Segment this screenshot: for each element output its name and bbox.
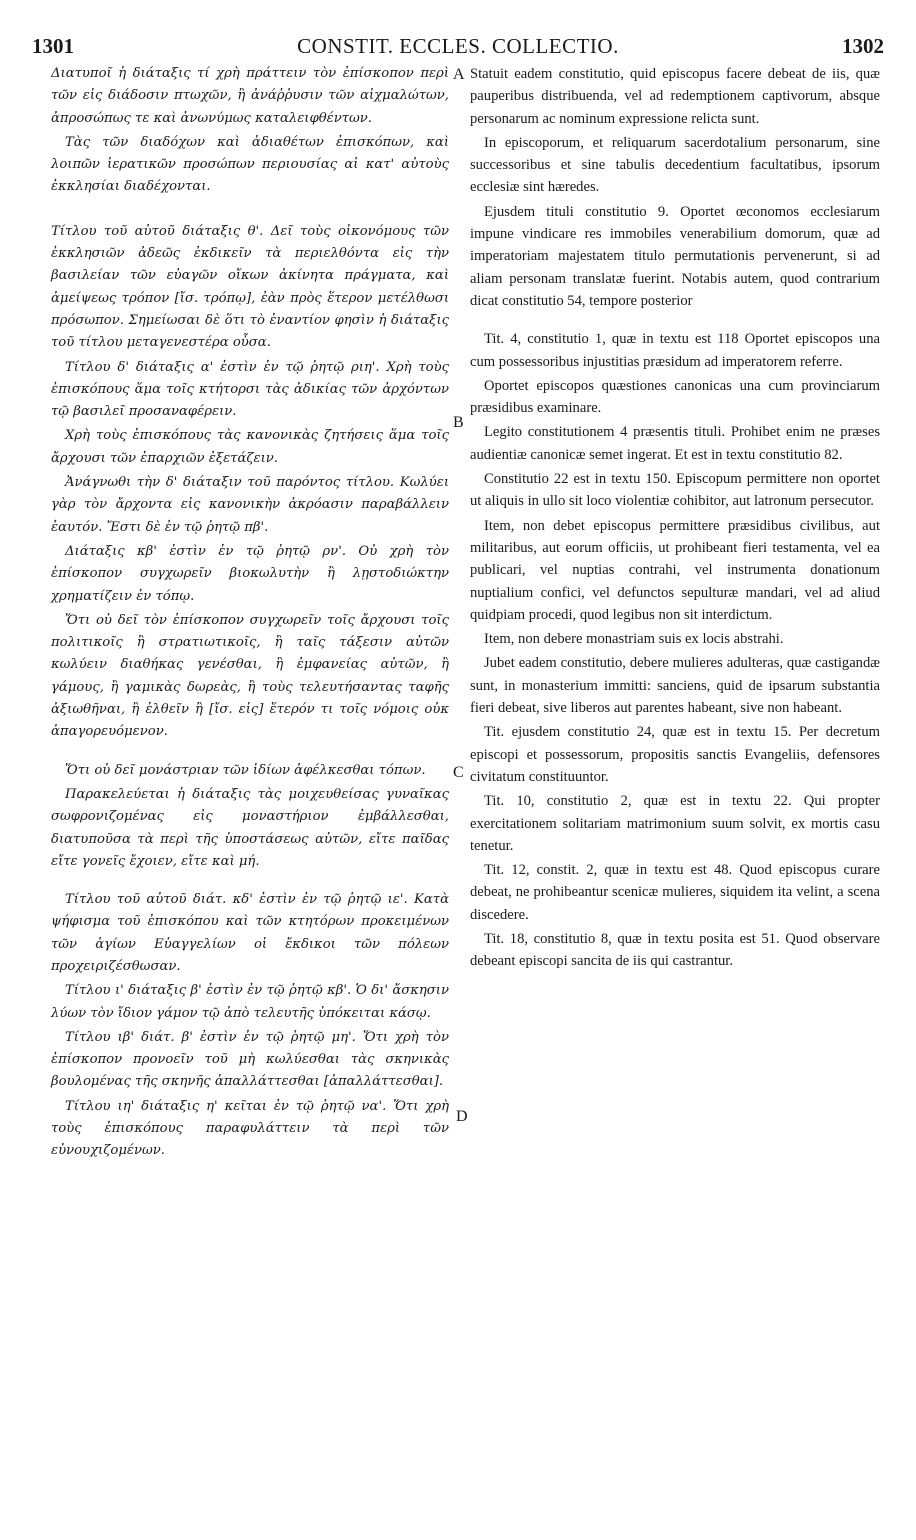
margin-mark-c: C bbox=[453, 764, 464, 781]
page-number-left: 1301 bbox=[32, 34, 74, 58]
greek-column bbox=[51, 63, 449, 1165]
margin-mark-a: A bbox=[453, 66, 465, 83]
latin-paragraph: Tit. ejusdem constitutio 24, quæ est in textu 15. Per decretum episcopi et possessorum, propositis sanctis Evangeliis, defensores civitatum constituuntor. bbox=[470, 724, 880, 785]
page-number-right: 1302 bbox=[842, 34, 884, 58]
latin-paragraph: Ejusdem tituli constitutio 9. Oportet œconomos ecclesiarum impune vindicare res immobiles venerabilium domorum, quæ ad imperatoriam majestatem titulo permutationis pervenerunt, si ad aliam personam translatæ fuerint. Notabis autem, quod contrarium dicat constitutio 54, tempore posterior bbox=[470, 203, 880, 309]
greek-paragraph: Τίτλου ι' διάταξις β' ἐστὶν ἐν τῷ ῥητῷ κβ'. Ὁ δι' ἄσκησιν λύων τὸν ἴδιον γάμον τῷ ἀπὸ τελευτῆς ὑπόκειται κάσῳ. bbox=[51, 983, 449, 1021]
margin-mark-b: B bbox=[453, 414, 464, 431]
greek-paragraph: Τὰς τῶν διαδόχων καὶ ἀδιαθέτων ἐπισκόπων, καὶ λοιπῶν ἱερατικῶν προσώπων περιουσίας αἱ κατ' αὐτοὺς ἐκκλησίαι διαδέχονται. bbox=[51, 134, 449, 195]
greek-paragraph: Τίτλου δ' διάταξις α' ἐστὶν ἐν τῷ ῥητῷ ριη'. Χρὴ τοὺς ἐπισκόπους ἅμα τοῖς κτήτορσι τὰς ἀδικίας τῶν ἀρχόντων τῷ βασιλεῖ προσαναφέρειν. bbox=[51, 359, 449, 420]
greek-paragraph: Τίτλου τοῦ αὐτοῦ διάτ. κδ' ἐστὶν ἐν τῷ ῥητῷ ιε'. Κατὰ ψήφισμα τοῦ ἐπισκόπου καὶ τῶν κτητόρων προκειμένων τῶν ἁγίων Εὐαγγελίων οἱ ἔκδικοι τῶν πόλεων προχειριζέσθωσαν. bbox=[51, 892, 449, 974]
greek-paragraph: Διάταξις κβ' ἐστὶν ἐν τῷ ῥητῷ ρν'. Οὐ χρὴ τὸν ἐπίσκοπον συγχωρεῖν βιοκωλυτὴν ἢ λῃστοδιώκτην χρηματίζειν ἐν τόπῳ. bbox=[51, 543, 449, 604]
greek-paragraph: Τίτλου ιη' διάταξις η' κεῖται ἐν τῷ ῥητῷ να'. Ὅτι χρὴ τοὺς ἐπισκόπους παραφυλάττειν τὰ περὶ τῶν εὐνουχιζομένων. bbox=[51, 1098, 449, 1159]
latin-paragraph: Tit. 10, constitutio 2, quæ est in textu 22. Qui propter exercitationem solitariam matrimonium suum solvit, ex mortis casu tenetur. bbox=[470, 793, 880, 854]
page-header bbox=[32, 34, 884, 60]
latin-paragraph: Tit. 12, constit. 2, quæ in textu est 48. Quod episcopus curare debeat, ne prohibeantur scenicæ mulieres, siquidem ita velint, a scena discedere. bbox=[470, 862, 880, 923]
running-title: CONSTIT. ECCLES. COLLECTIO. bbox=[297, 34, 619, 58]
greek-paragraph: Ὅτι οὐ δεῖ τὸν ἐπίσκοπον συγχωρεῖν τοῖς ἄρχουσι τοῖς πολιτικοῖς ἢ στρατιωτικοῖς, ἢ ταῖς τάξεσιν αὐτῶν κωλύειν διαθήκας γενέσθαι, ἢ ἐμφανείας αὐτῶν, ἢ γάμους, ἢ γαμικὰς δωρεὰς, ἢ τοὺς τελευτήσαντας ταφῆς ἀξιωθῆναι, ἢ ἐλθεῖν ἢ [ἴσ. εἰς] ἕτερόν τι τοῖς νόμοις οὐκ ἀπαγορευόμενον. bbox=[51, 612, 449, 740]
latin-paragraph: Oportet episcopos quæstiones canonicas una cum provinciarum præsidibus examinare. bbox=[470, 377, 880, 417]
greek-paragraph: Τίτλου ιβ' διάτ. β' ἐστὶν ἐν τῷ ῥητῷ μη'. Ὅτι χρὴ τὸν ἐπίσκοπον προνοεῖν τοῦ μὴ κωλύεσθαι τὰς σκηνικὰς βουλομένας τῆς σκηνῆς ἀπαλλάττεσθαι [ἀπαλλάττεσθαι]. bbox=[51, 1029, 449, 1090]
margin-mark-d: D bbox=[456, 1108, 468, 1125]
latin-paragraph: Statuit eadem constitutio, quid episcopus facere debeat de iis, quæ pauperibus distribuenda, vel ad redemptionem captivorum, absque personarum ac nominum expressione relicta sunt. bbox=[470, 66, 880, 127]
latin-paragraph: Item, non debet episcopus permittere præsidibus civilibus, aut militaribus, aut eorum officiis, ut prohibeant fieri testamenta, vel ea publicari, vel nuptias contrahi, vel instrumenta donationum nuptialium confici, vel defunctos sepulturæ mandari, vel ad aliud quidpiam procedi, quod legibus non sit interdictum. bbox=[470, 517, 880, 623]
latin-paragraph: Item, non debere monastriam suis ex locis abstrahi. bbox=[484, 631, 784, 648]
latin-paragraph: Constitutio 22 est in textu 150. Episcopum permittere non oportet ut aliquis in ullo sit loco violentiæ cohibitor, aut latronum persecutor. bbox=[470, 471, 880, 510]
greek-paragraph: Τίτλου τοῦ αὐτοῦ διάταξις θ'. Δεῖ τοὺς οἰκονόμους τῶν ἐκκλησιῶν ἀδεῶς ἐκδικεῖν τὰ περιελθόντα εἰς τὴν βασιλείαν τῶν εὐαγῶν οἴκων ἀκίνητα πράγματα, καὶ ἀμείψεως τρόπον [ἴσ. τρόπῳ], ἐὰν πρὸς ἕτερον μετέλθωσι πρόσωπον. Σημείωσαι δὲ ὅτι τὸ ἐναντίον φησὶν ἡ διάταξις τοῦ τίτλου μεταγενεστέρα οὖσα. bbox=[51, 223, 449, 351]
latin-paragraph: Tit. 4, constitutio 1, quæ in textu est 118 Oportet episcopos una cum possessoribus injustitias præsidum ad imperatorem referre. bbox=[470, 331, 880, 370]
greek-paragraph: Διατυποῖ ἡ διάταξις τί χρὴ πράττειν τὸν ἐπίσκοπον περὶ τῶν εἰς διάδοσιν πτωχῶν, ἢ ἀνάῤῥυσιν τῶν αἰχμαλώτων, ἀπροσώπως τε καὶ ἀνωνύμως καταλειφθέντων. bbox=[51, 66, 449, 126]
greek-paragraph: Παρακελεύεται ἡ διάταξις τὰς μοιχευθείσας γυναῖκας σωφρονιζομένας εἰς μοναστήριον ἐμβάλλεσθαι, διατυποῦσα τὰ περὶ τῆς ὑποστάσεως αὐτῶν, εἴτε παῖδας εἴτε γονεῖς ἔχοιεν, εἴτε καὶ μή. bbox=[51, 786, 449, 869]
latin-paragraph: Legito constitutionem 4 præsentis tituli. Prohibet enim ne præses audientiæ canonicæ semet ingerat. Et est in textu constitutio 82. bbox=[470, 424, 880, 463]
greek-paragraph: Ἀνάγνωθι τὴν δ' διάταξιν τοῦ παρόντος τίτλου. Κωλύει γὰρ τὸν ἄρχοντα εἰς κανονικὴν ἀκρόασιν παραβάλλειν ἑαυτόν. Ἔστι δὲ ἐν τῷ ῥητῷ πβ'. bbox=[51, 475, 449, 535]
greek-paragraph: Ὅτι οὐ δεῖ μονάστριαν τῶν ἰδίων ἀφέλκεσθαι τόπων. bbox=[65, 762, 426, 778]
latin-paragraph: Tit. 18, constitutio 8, quæ in textu posita est 51. Quod observare debeant episcopi sancita de iis qui castrantur. bbox=[470, 930, 880, 970]
greek-paragraph: Χρὴ τοὺς ἐπισκόπους τὰς κανονικὰς ζητήσεις ἅμα τοῖς ἄρχουσι τῶν ἐπαρχιῶν ἐξετάζειν. bbox=[51, 428, 449, 466]
latin-paragraph: In episcoporum, et reliquarum sacerdotalium personarum, sine successoribus et sine tabulis decedentium facultatibus, ipsorum ecclesiæ sint hæredes. bbox=[470, 134, 880, 196]
latin-column bbox=[470, 63, 880, 975]
latin-paragraph: Jubet eadem constitutio, debere mulieres adulteras, quæ castigandæ sunt, in monasterium immitti: sanciens, quid de ipsarum substantia fieri debeat, sive liberos aut parentes habeant, sive non habeant. bbox=[470, 655, 880, 717]
